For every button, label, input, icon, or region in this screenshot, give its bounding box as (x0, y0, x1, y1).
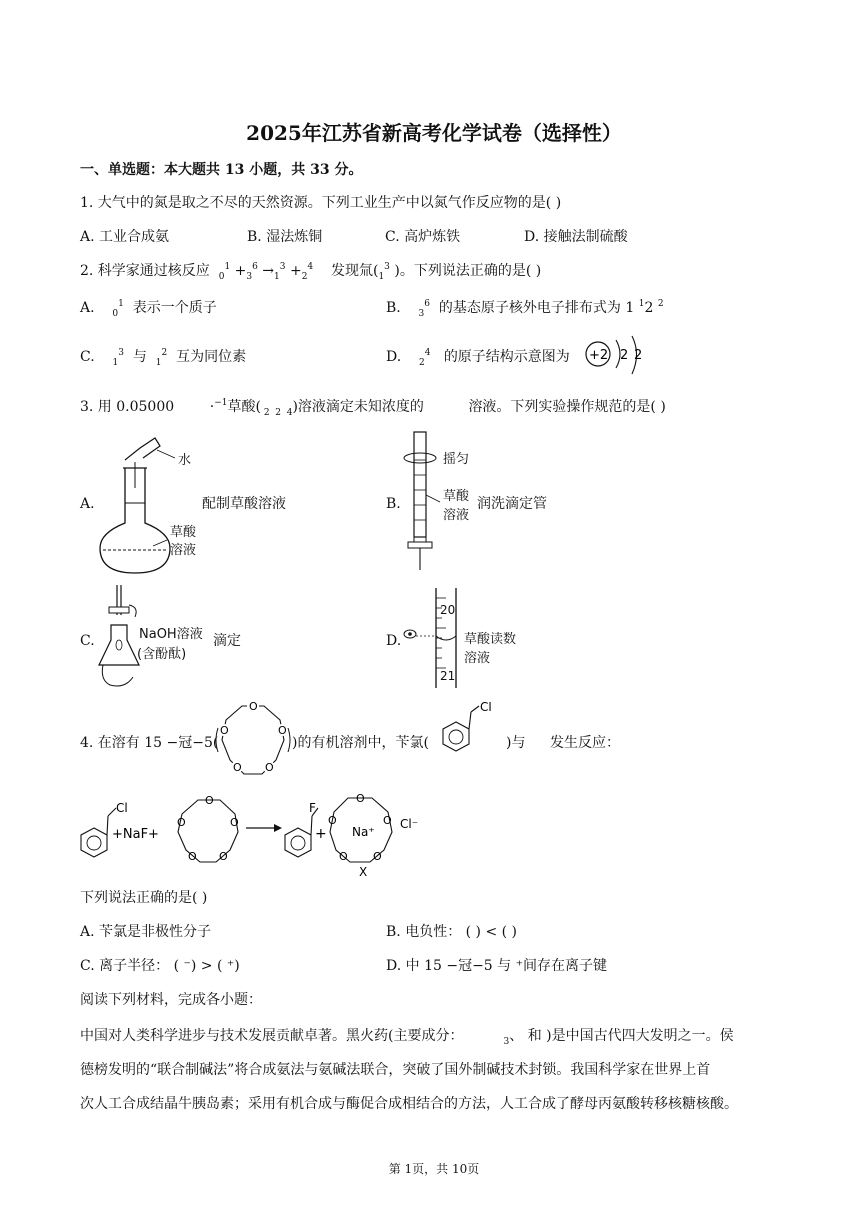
reaction-naf: +NaF+ (112, 827, 159, 842)
complex-cl-label: Cl⁻ (400, 817, 419, 831)
q4-option-c[interactable]: C. 离子半径： ( ⁻) > ( ⁺) (80, 958, 240, 974)
q4-stem-c: )与 (506, 735, 526, 751)
x-crown-o-1: O (356, 792, 365, 805)
q2-option-b[interactable]: B. $_3^6$ 的基态原子核外电子排布式为 1 $^1$2 $^2$ (386, 299, 664, 319)
crown-o-2: O (278, 724, 287, 737)
q2-b-text: 的基态原子核外电子排布式为 1 (438, 300, 635, 316)
q3-option-a-label[interactable]: A. (80, 496, 95, 512)
reading-line-3: 次人工合成结晶牛胰岛素；采用有机合成与酶促合成相结合的方法，人工合成了酵母丙氨酸转移核糖核酸。 (80, 1096, 738, 1112)
q1-option-d[interactable]: D. 接触法制硫酸 (524, 229, 628, 245)
reading-line-1: 中国对人类科学进步与技术发展贡献卓著。黑火药(主要成分： $_3$、 和 )是中国古代四大发明之一。侯 (80, 1028, 734, 1047)
q2-d-text: 的原子结构示意图为 (443, 349, 570, 365)
q3-stem-a: 3. 用 0.05000 (80, 399, 175, 415)
q2-a-text: 表示一个质子 (132, 300, 217, 316)
c-phenol-label: (含酚酞) (137, 647, 187, 662)
x-crown-o-2: O (383, 814, 392, 827)
page-footer: 第 1页，共 10页 (388, 1162, 480, 1176)
q4-option-a[interactable]: A. 苄氯是非极性分子 (80, 924, 212, 940)
d-solution-label: 溶液 (464, 651, 491, 666)
crown-o-1: O (249, 700, 258, 713)
benzyl-cl-label: Cl (480, 702, 492, 714)
reading-line-1b: 、 和 )是中国古代四大发明之一。侯 (509, 1028, 734, 1044)
benzyl-chloride-figure (441, 702, 499, 754)
q2-c-mid: 与 (132, 349, 147, 365)
q2-c-end: 互为同位素 (176, 349, 247, 365)
q3-option-b-label[interactable]: B. (386, 496, 401, 512)
q3-option-c-label[interactable]: C. (80, 633, 95, 649)
d-caption: 草酸读数 (464, 632, 517, 647)
q4-stem-d: 发生反应： (550, 735, 620, 751)
q1-option-a[interactable]: A. 工业合成氨 (80, 229, 170, 245)
complex-na-label: Na⁺ (352, 825, 375, 839)
q4-option-d[interactable]: D. 中 15 −冠−5 与 ⁺间存在离子键 (386, 958, 607, 974)
b-solution-label-1: 草酸 (443, 489, 470, 504)
q3-stem-d: 溶液。下列实验操作规范的是( ) (468, 399, 666, 415)
q4-option-b[interactable]: B. 电负性： ( ) < ( ) (386, 924, 518, 940)
nuclear-equation: $_0^1 +_3^6 \to_1^3 +_2^4$ (218, 262, 314, 282)
q1-stem: 1. 大气中的氮是取之不尽的天然资源。下列工业生产中以氮气作反应物的是( ) (80, 195, 562, 211)
q4-stem-b: )的有机溶剂中，苄氯( (292, 735, 429, 751)
reaction-equation-figure (80, 788, 440, 880)
a-water-label: 水 (178, 453, 192, 468)
product-f-label: F (309, 801, 316, 815)
crown-o-5: O (220, 724, 229, 737)
q3-c-caption: 滴定 (213, 633, 241, 649)
q2-option-d[interactable]: D. $_2^4$ 的原子结构示意图为 (386, 348, 570, 368)
svg-text:2: 2 (620, 348, 629, 363)
x-crown-o-5: O (328, 814, 337, 827)
crown-o-4: O (233, 761, 242, 774)
r-crown-o-3: O (219, 850, 228, 863)
reactant-cl-label: Cl (116, 801, 128, 815)
svg-text:+2: +2 (589, 348, 609, 363)
q3-stem: 3. 用 0.05000 ·$^{-1}$草酸( $_{2 2 4}$)溶液滴定未知浓度的 溶液。下列实验操作规范的是( ) (80, 398, 666, 418)
svg-text:2: 2 (634, 348, 643, 363)
reading-line-1a: 中国对人类科学进步与技术发展贡献卓著。黑火药(主要成分： (80, 1028, 464, 1044)
q2-stem-c: )。下列说法正确的是( ) (394, 263, 542, 279)
q2-stem-start: 2. 科学家通过核反应 $_0^1 +_3^6 \to_1^3 +_2^4$ 发现氚($_1^3$ )。下列说法正确的是( ) (80, 262, 542, 282)
q3-b-caption: 润洗滴定管 (477, 496, 547, 512)
atomic-structure-diagram (584, 332, 654, 380)
complex-x-label: X (359, 865, 368, 879)
x-crown-o-3: O (373, 850, 382, 863)
q1-option-c[interactable]: C. 高炉炼铁 (385, 229, 461, 245)
q2-stem-b: 发现氚( (330, 263, 379, 279)
volumetric-flask-figure (95, 428, 215, 578)
q2-option-a[interactable]: A. $_0^1$ 表示一个质子 (80, 299, 217, 319)
q3-stem-b: 草酸( (227, 399, 261, 415)
titration-figure (95, 585, 145, 690)
r-crown-o-4: O (188, 850, 197, 863)
d-tick-21: 21 (440, 669, 456, 683)
reading-line-2: 德榜发明的“联合制碱法”将合成氨法与氨碱法联合，突破了国外制碱技术封锁。我国科学家在世界上首 (80, 1062, 711, 1078)
page-title: 2025年江苏省新高考化学试卷（选择性） (246, 121, 622, 145)
d-tick-20: 20 (440, 603, 456, 617)
q1-option-b[interactable]: B. 湿法炼铜 (247, 229, 323, 245)
crown-ether-figure (214, 700, 292, 782)
q4-stem-a: 4. 在溶有 15 −冠−5( (80, 735, 219, 751)
x-crown-o-4: O (339, 850, 348, 863)
a-solution-label-1: 草酸 (170, 525, 197, 540)
r-crown-o-1: O (205, 794, 214, 807)
q3-a-caption: 配制草酸溶液 (202, 496, 286, 512)
q3-option-d-label[interactable]: D. (386, 633, 402, 649)
crown-o-3: O (265, 761, 274, 774)
r-crown-o-2: O (230, 816, 239, 829)
q2-stem-a: 2. 科学家通过核反应 (80, 263, 210, 279)
a-solution-label-2: 溶液 (170, 543, 197, 558)
r-crown-o-5: O (177, 816, 186, 829)
q4-prompt: 下列说法正确的是( ) (80, 890, 208, 906)
c-naoh-label: NaOH溶液 (139, 627, 203, 642)
b-solution-label-2: 溶液 (443, 508, 470, 523)
q2-option-c[interactable]: C. $_1^3$ 与 $_1^2$ 互为同位素 (80, 348, 247, 368)
q3-stem-c: )溶液滴定未知浓度的 (292, 399, 424, 415)
b-shake-label: 摇匀 (443, 452, 470, 467)
reading-intro: 阅读下列材料，完成各小题： (80, 992, 262, 1008)
reaction-plus: + (315, 826, 327, 842)
section-heading: 一、单选题：本大题共 13 小题，共 33 分。 (80, 162, 363, 178)
